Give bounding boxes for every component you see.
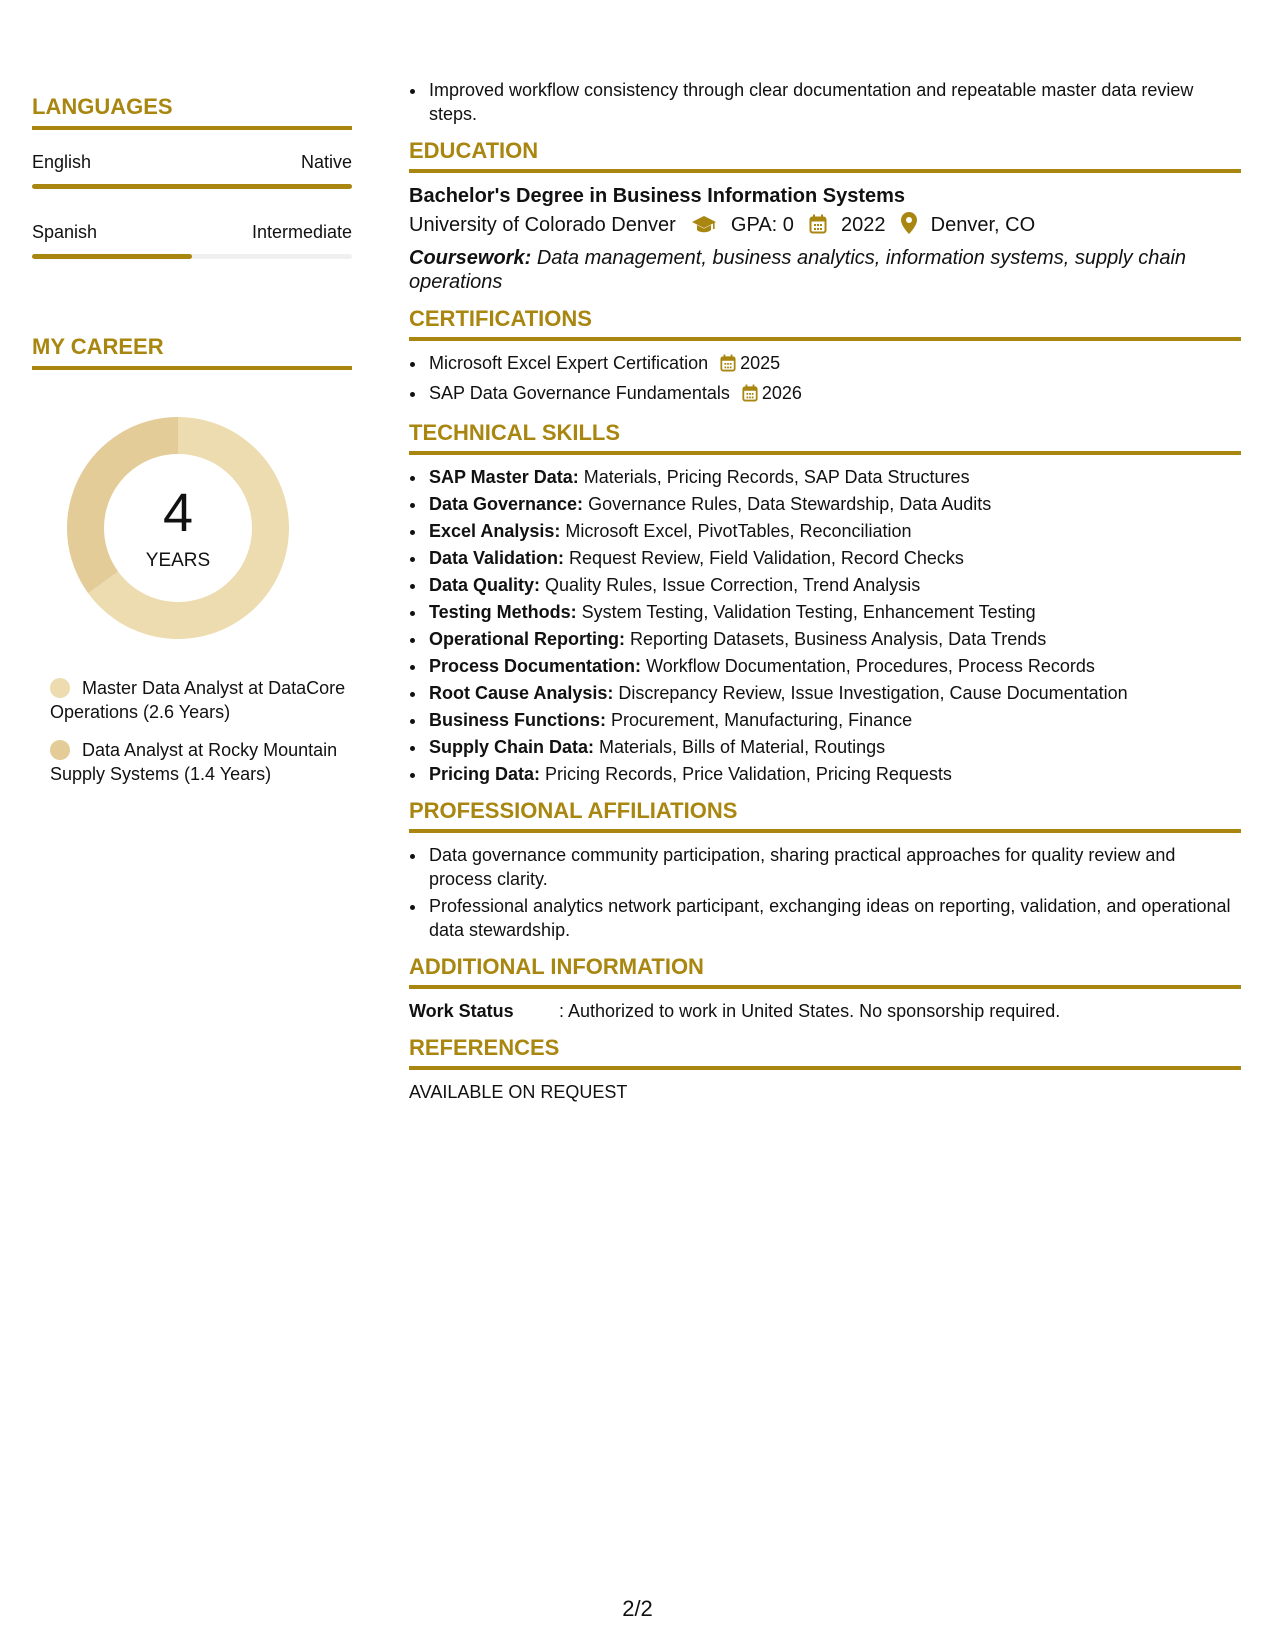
skill-value: Pricing Records, Price Validation, Pricing Requests xyxy=(545,764,952,784)
career-legend-label: Master Data Analyst at DataCore Operations (2.6 Years) xyxy=(50,678,346,722)
education-meta xyxy=(409,211,1241,242)
skills-heading: TECHNICAL SKILLS xyxy=(409,420,1241,455)
skill-label: Testing Methods: xyxy=(429,602,577,622)
career-legend-item xyxy=(50,676,350,724)
page-number: 2/2 xyxy=(622,1596,653,1621)
work-status-value: : Authorized to work in United States. No sponsorship required. xyxy=(559,1001,1061,1021)
skill-item xyxy=(427,546,1241,570)
skill-item xyxy=(427,600,1241,624)
skill-label: Data Governance: xyxy=(429,494,584,514)
school-name: University of Colorado Denver xyxy=(409,214,676,236)
skill-item xyxy=(427,573,1241,597)
language-level: Intermediate xyxy=(251,222,352,242)
map-pin-icon xyxy=(901,212,917,242)
certification-item xyxy=(427,351,1241,378)
skill-label: SAP Master Data: xyxy=(429,467,579,487)
skill-value: Reporting Datasets, Business Analysis, Data Trends xyxy=(630,629,1047,649)
career-legend-item xyxy=(50,738,350,786)
language-name: English xyxy=(32,152,92,172)
school-location: Denver, CO xyxy=(930,214,1036,236)
skill-item xyxy=(427,654,1241,678)
calendar-icon xyxy=(809,214,827,242)
coursework-label: Coursework: xyxy=(409,247,532,269)
skill-label: Root Cause Analysis: xyxy=(429,683,614,703)
graduation-year: 2022 xyxy=(841,214,886,236)
skill-item xyxy=(427,735,1241,759)
affiliations-section xyxy=(409,798,1241,942)
degree-title: Bachelor's Degree in Business Information Systems xyxy=(409,185,906,207)
skill-label: Supply Chain Data: xyxy=(429,737,595,757)
language-level: Native xyxy=(300,152,352,172)
education-section xyxy=(409,138,1241,294)
skills-section xyxy=(409,420,1241,786)
skill-label: Pricing Data: xyxy=(429,764,541,784)
skill-value: Quality Rules, Issue Correction, Trend Analysis xyxy=(545,575,921,595)
languages-heading: LANGUAGES xyxy=(32,94,352,130)
language-row xyxy=(32,222,352,262)
references-heading: REFERENCES xyxy=(409,1035,1241,1070)
work-status-row xyxy=(409,999,1241,1023)
career-total-years: 4 xyxy=(162,483,194,543)
skill-label: Excel Analysis: xyxy=(429,521,561,541)
skill-value: Request Review, Field Validation, Record Checks xyxy=(569,548,964,568)
affiliations-list xyxy=(409,843,1241,942)
certification-year: 2026 xyxy=(761,383,802,403)
certification-item xyxy=(427,381,1241,408)
certifications-list xyxy=(409,351,1241,408)
career-years-label: YEARS xyxy=(145,550,211,571)
calendar-icon xyxy=(720,354,736,378)
skill-value: Microsoft Excel, PivotTables, Reconciliation xyxy=(565,521,912,541)
skill-item xyxy=(427,708,1241,732)
skill-item xyxy=(427,681,1241,705)
skill-label: Operational Reporting: xyxy=(429,629,626,649)
legend-dot-icon xyxy=(50,740,70,760)
affiliation-item: • Professional analytics network participant, exchanging ideas on reporting, validation, and operational data stewardship. xyxy=(427,894,1241,942)
language-proficiency-bar xyxy=(32,254,192,259)
certification-name: SAP Data Governance Fundamentals xyxy=(429,383,730,403)
career-heading: MY CAREER xyxy=(32,334,352,370)
coursework-text: Data management, business analytics, information systems, supply chain operations xyxy=(409,247,1187,293)
affiliation-item: • Data governance community participation, sharing practical approaches for quality review and process clarity. xyxy=(427,843,1241,891)
language-proficiency-bar xyxy=(32,184,352,189)
skill-value: Materials, Pricing Records, SAP Data Structures xyxy=(583,467,970,487)
certifications-section xyxy=(409,306,1241,408)
certifications-heading: CERTIFICATIONS xyxy=(409,306,1241,341)
experience-bullets xyxy=(409,78,1241,126)
career-donut-chart xyxy=(66,416,290,640)
skill-item xyxy=(427,465,1241,489)
additional-info-section xyxy=(409,954,1241,1023)
career-legend-label: Data Analyst at Rocky Mountain Supply Systems (1.4 Years) xyxy=(50,740,338,784)
skill-item xyxy=(427,519,1241,543)
language-proficiency-track xyxy=(32,184,352,189)
skill-item xyxy=(427,492,1241,516)
skill-value: System Testing, Validation Testing, Enhancement Testing xyxy=(581,602,1036,622)
work-status-label: Work Status xyxy=(409,1001,514,1021)
language-name: Spanish xyxy=(32,222,98,242)
additional-info-heading: ADDITIONAL INFORMATION xyxy=(409,954,1241,989)
main-content xyxy=(409,78,1241,1116)
references-section xyxy=(409,1035,1241,1104)
skills-list xyxy=(409,465,1241,786)
legend-dot-icon xyxy=(50,678,70,698)
coursework xyxy=(409,246,1241,294)
certification-year: 2025 xyxy=(740,353,781,373)
graduation-cap-icon xyxy=(691,214,717,242)
skill-label: Process Documentation: xyxy=(429,656,642,676)
experience-bullet: • Improved workflow consistency through clear documentation and repeatable master data review steps. xyxy=(427,78,1241,126)
skill-value: Discrepancy Review, Issue Investigation, Cause Documentation xyxy=(618,683,1128,703)
skill-value: Governance Rules, Data Stewardship, Data Audits xyxy=(588,494,992,514)
skill-value: Workflow Documentation, Procedures, Process Records xyxy=(646,656,1095,676)
calendar-icon xyxy=(742,384,758,408)
language-proficiency-track xyxy=(32,254,352,259)
affiliations-heading: PROFESSIONAL AFFILIATIONS xyxy=(409,798,1241,833)
language-row xyxy=(32,152,352,192)
gpa-value: GPA: 0 xyxy=(730,214,794,236)
skill-item xyxy=(427,762,1241,786)
skill-label: Business Functions: xyxy=(429,710,607,730)
certification-name: Microsoft Excel Expert Certification xyxy=(429,353,709,373)
skill-label: Data Validation: xyxy=(429,548,565,568)
skill-item xyxy=(427,627,1241,651)
skill-value: Materials, Bills of Material, Routings xyxy=(599,737,886,757)
skill-label: Data Quality: xyxy=(429,575,541,595)
references-text: AVAILABLE ON REQUEST xyxy=(409,1082,628,1102)
education-heading: EDUCATION xyxy=(409,138,1241,173)
skill-value: Procurement, Manufacturing, Finance xyxy=(611,710,913,730)
